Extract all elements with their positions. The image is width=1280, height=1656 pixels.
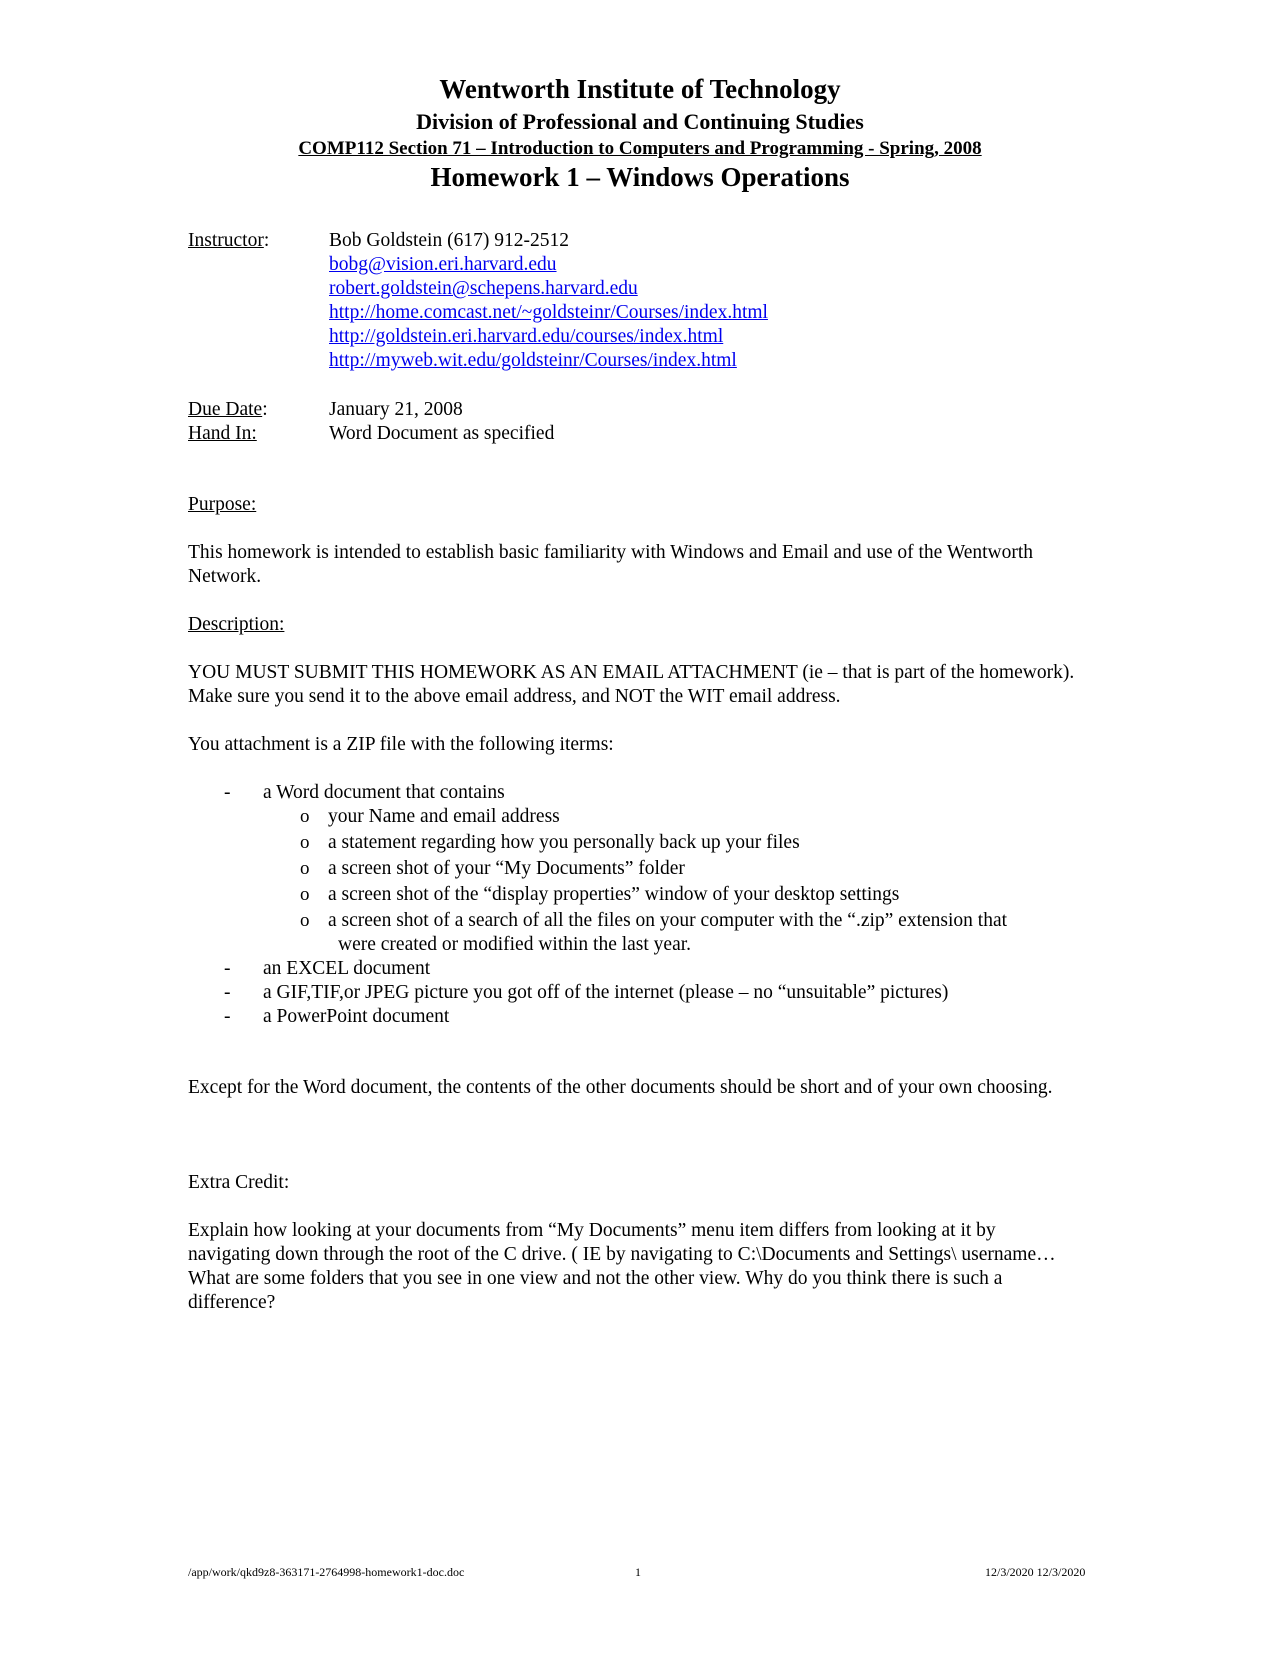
description-paragraph-2: You attachment is a ZIP file with the following iterms: (188, 734, 614, 755)
description-paragraph-3: Except for the Word document, the contents of the other documents should be short and of your own choosing. (188, 1077, 1053, 1098)
purpose-heading: Purpose: (188, 494, 257, 515)
list-dash: - (224, 782, 231, 803)
description-paragraph-1: YOU MUST SUBMIT THIS HOMEWORK AS AN EMAIL ATTACHMENT (ie – that is part of the homework). Make sure you send it to the above email address, and NOT the WIT email address. (188, 662, 1075, 707)
course-title: COMP112 Section 71 – Introduction to Computers and Programming - Spring, 2008 (298, 138, 982, 159)
description-heading: Description: (188, 614, 285, 635)
list-item-excel-document: an EXCEL document (263, 958, 431, 979)
sub-item-backup-statement: a statement regarding how you personally back up your files (328, 832, 800, 853)
footer-dates: 12/3/2020 12/3/2020 (985, 1565, 1086, 1579)
bullet-icon: o (300, 832, 310, 853)
instructor-name: Bob Goldstein (617) 912-2512 (329, 230, 569, 251)
extra-credit-heading: Extra Credit: (188, 1172, 290, 1193)
list-item-picture: a GIF,TIF,or JPEG picture you got off of the internet (please – no “unsuitable” pictures) (263, 982, 949, 1003)
url-link-comcast[interactable]: http://home.comcast.net/~goldsteinr/Courses/index.html (329, 302, 768, 323)
url-link-wit[interactable]: http://myweb.wit.edu/goldsteinr/Courses/index.html (329, 350, 737, 371)
list-item-powerpoint: a PowerPoint document (263, 1006, 450, 1027)
sub-item-display-properties-screenshot: a screen shot of the “display properties” window of your desktop settings (328, 884, 900, 905)
list-dash: - (224, 958, 231, 979)
email-link-vision[interactable]: bobg@vision.eri.harvard.edu (329, 254, 557, 275)
extra-credit-text: Explain how looking at your documents from “My Documents” menu item differs from looking at it by navigating down through the root of the C drive. ( IE by navigating to C:\Documents and Settings\ username… What are some folders that you see in one view and not the other view. Why do you think there is such a difference? (188, 1220, 1056, 1313)
purpose-text: This homework is intended to establish basic familiarity with Windows and Email and use of the Wentworth Network. (188, 542, 1034, 587)
sub-item-name-email: your Name and email address (328, 806, 560, 827)
list-item-word-document: a Word document that contains (263, 782, 505, 803)
division-title: Division of Professional and Continuing Studies (416, 109, 864, 134)
sub-item-zip-search-continuation: were created or modified within the last year. (338, 934, 692, 955)
due-date-label: Due Date: (188, 399, 268, 420)
bullet-icon: o (300, 806, 310, 827)
instructor-label: Instructor: (188, 230, 270, 251)
bullet-icon: o (300, 884, 310, 905)
list-dash: - (224, 1006, 231, 1027)
assignment-title: Homework 1 – Windows Operations (430, 162, 850, 192)
institution-title: Wentworth Institute of Technology (439, 74, 841, 104)
list-dash: - (224, 982, 231, 1003)
sub-item-zip-search-screenshot: a screen shot of a search of all the files on your computer with the “.zip” extension that (328, 910, 1008, 931)
bullet-icon: o (300, 858, 310, 879)
hand-in-value: Word Document as specified (329, 423, 555, 444)
email-link-schepens[interactable]: robert.goldstein@schepens.harvard.edu (329, 278, 638, 299)
hand-in-label: Hand In: (188, 423, 257, 444)
footer-file-path: /app/work/qkd9z8-363171-2764998-homework1-doc.doc (188, 1565, 465, 1579)
footer-page-number: 1 (635, 1565, 641, 1579)
sub-item-my-documents-screenshot: a screen shot of your “My Documents” folder (328, 858, 685, 879)
url-link-harvard[interactable]: http://goldstein.eri.harvard.edu/courses/index.html (329, 326, 724, 347)
due-date-value: January 21, 2008 (329, 399, 463, 420)
bullet-icon: o (300, 910, 310, 931)
